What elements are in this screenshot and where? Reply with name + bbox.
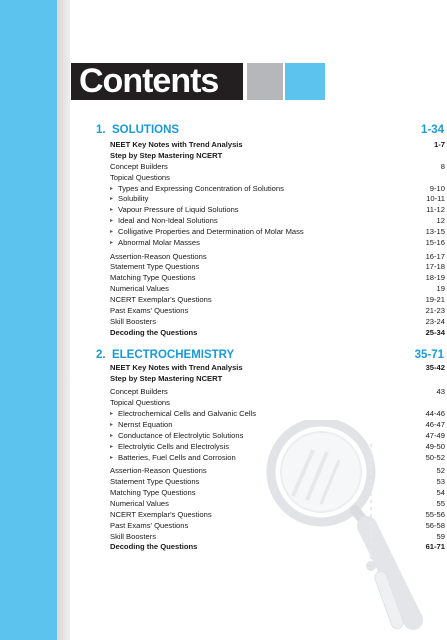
toc-entry-pages: 53	[436, 477, 445, 487]
chapter-1-entries	[110, 140, 445, 339]
toc-entry-label: Matching Type Questions	[110, 487, 196, 497]
chapter-title	[96, 122, 179, 138]
toc-entry[interactable]	[110, 184, 445, 195]
toc-entry[interactable]	[110, 295, 445, 306]
toc-entry-pages: 43	[436, 387, 445, 397]
toc-entry-pages: 35-42	[425, 363, 445, 372]
toc-entry[interactable]	[110, 284, 445, 295]
toc-entry[interactable]	[110, 273, 445, 284]
toc-entry-label: ▸ Colligative Properties and Determination of Molar Mass	[118, 227, 304, 237]
toc-entry-pages: 50-52	[425, 452, 445, 462]
chapter-heading-1[interactable]	[96, 122, 446, 138]
toc-entry-pages: 55	[436, 498, 445, 508]
toc-entry-pages: 46-47	[425, 420, 445, 430]
toc-entry-label: Topical Questions	[110, 398, 170, 408]
toc-entry-pages: 12	[436, 216, 445, 226]
toc-entry-label: Decoding the Questions	[110, 542, 198, 552]
toc-entry-pages: 52	[436, 466, 445, 476]
chapter-name: SOLUTIONS	[111, 124, 180, 136]
toc-entry-label: Assertion-Reason Questions	[110, 251, 207, 261]
toc-entry-pages: 54	[436, 487, 445, 497]
toc-entry-label: Concept Builders	[110, 387, 168, 397]
toc-entry-pages: 1-7	[434, 140, 445, 149]
toc-entry-label: NEET Key Notes with Trend Analysis	[110, 140, 243, 149]
toc-entry[interactable]	[110, 387, 445, 398]
toc-entry-label: Assertion-Reason Questions	[110, 466, 207, 476]
magnifier-illustration-icon	[263, 420, 447, 640]
toc-entry-label: NCERT Exemplar's Questions	[110, 509, 212, 519]
toc-entry-pages: 18-19	[425, 273, 445, 283]
toc-entry-label: ▸ Nernst Equation	[118, 420, 173, 430]
chapter-title	[96, 347, 234, 363]
toc-entry-pages: 21-23	[425, 305, 445, 315]
toc-entry-label: Skill Boosters	[110, 316, 157, 326]
left-accent-bar	[0, 0, 57, 640]
toc-entry-pages: 19	[436, 284, 445, 294]
toc-entry-label: ▸ Batteries, Fuel Cells and Corrosion	[118, 452, 236, 462]
toc-entry-pages: 59	[436, 531, 445, 541]
toc-entry-label: NEET Key Notes with Trend Analysis	[110, 363, 243, 372]
toc-entry[interactable]	[110, 398, 445, 409]
toc-entry-pages: 11-12	[426, 205, 445, 215]
toc-entry[interactable]	[110, 162, 445, 173]
toc-entry-pages: 49-50	[425, 441, 445, 451]
toc-entry-pages: 13-15	[425, 227, 445, 237]
toc-entry[interactable]	[110, 173, 445, 184]
toc-entry-label: Matching Type Questions	[110, 273, 196, 283]
toc-entry-label: ▸ Types and Expressing Concentration of Solutions	[118, 183, 284, 193]
toc-entry[interactable]	[110, 328, 445, 339]
toc-entry-label: Skill Boosters	[110, 531, 157, 541]
toc-entry[interactable]	[110, 363, 445, 374]
toc-entry-label: ▸ Solubility	[118, 194, 149, 204]
toc-entry[interactable]	[110, 252, 445, 263]
toc-entry-pages: 17-18	[425, 262, 445, 272]
toc-entry[interactable]	[110, 194, 445, 205]
chapter-name: ELECTROCHEMISTRY	[111, 349, 235, 361]
toc-entry-pages: 8	[440, 161, 445, 171]
toc-entry-pages: 10-11	[426, 194, 445, 204]
toc-entry-label: NCERT Exemplar's Questions	[110, 295, 212, 305]
toc-entry-pages: 55-56	[425, 509, 445, 519]
toc-entry[interactable]	[110, 140, 445, 151]
toc-entry[interactable]	[110, 238, 445, 249]
toc-entry-pages: 19-21	[425, 295, 445, 305]
toc-entry-label: ▸ Abnormal Molar Masses	[118, 238, 200, 248]
toc-entry-label: Statement Type Questions	[110, 477, 200, 487]
toc-entry-pages: 61-71	[425, 542, 445, 552]
toc-entry-label: Decoding the Questions	[110, 327, 198, 337]
toc-entry-label: Statement Type Questions	[110, 262, 200, 272]
toc-entry[interactable]	[110, 317, 445, 328]
toc-entry-label: Past Exams' Questions	[110, 305, 189, 315]
toc-entry-label: Step by Step Mastering NCERT	[110, 373, 223, 383]
chapter-number: 2.	[96, 349, 106, 361]
toc-entry[interactable]	[110, 262, 445, 273]
toc-entry-pages: 47-49	[425, 430, 445, 440]
chapter-number: 1.	[96, 124, 106, 136]
chapter-heading-2[interactable]	[96, 347, 446, 363]
toc-entry[interactable]	[110, 227, 445, 238]
toc-entry-pages: 9-10	[429, 183, 445, 193]
toc-entry[interactable]	[110, 409, 445, 420]
toc-entry[interactable]	[110, 374, 445, 385]
toc-entry-pages: 25-34	[425, 327, 445, 337]
toc-entry[interactable]	[110, 306, 445, 317]
toc-entry-pages: 15-16	[425, 238, 445, 248]
toc-entry[interactable]	[110, 151, 445, 162]
left-shade-strip	[57, 0, 70, 640]
toc-entry-pages: 16-17	[425, 251, 445, 261]
toc-entry-label: Past Exams' Questions	[110, 520, 189, 530]
toc-entry-label: Numerical Values	[110, 498, 169, 508]
toc-entry-label: Numerical Values	[110, 284, 169, 294]
toc-entry-label: ▸ Electrolytic Cells and Electrolysis	[118, 441, 229, 451]
toc-entry-pages: 44-46	[425, 409, 445, 419]
blue-decor-square	[285, 63, 325, 100]
toc-entry-label: ▸ Vapour Pressure of Liquid Solutions	[118, 205, 239, 215]
toc-entry-label: ▸ Conductance of Electrolytic Solutions	[118, 430, 244, 440]
chapter-pages: 1-34	[420, 124, 444, 136]
page-title: Contents	[71, 63, 243, 100]
chapter-pages: 35-71	[414, 349, 444, 361]
toc-entry-label: ▸ Ideal and Non-Ideal Solutions	[118, 216, 218, 226]
toc-entry-label: Step by Step Mastering NCERT	[110, 150, 223, 160]
toc-entry[interactable]	[110, 205, 445, 216]
toc-entry-label: Concept Builders	[110, 161, 168, 171]
toc-entry-label: Topical Questions	[110, 172, 170, 182]
toc-entry[interactable]	[110, 216, 445, 227]
toc-entry-label: ▸ Electrochemical Cells and Galvanic Cells	[118, 409, 257, 419]
grey-decor-square	[247, 63, 283, 100]
toc-entry-pages: 56-58	[425, 520, 445, 530]
toc-entry-pages: 23-24	[425, 316, 445, 326]
